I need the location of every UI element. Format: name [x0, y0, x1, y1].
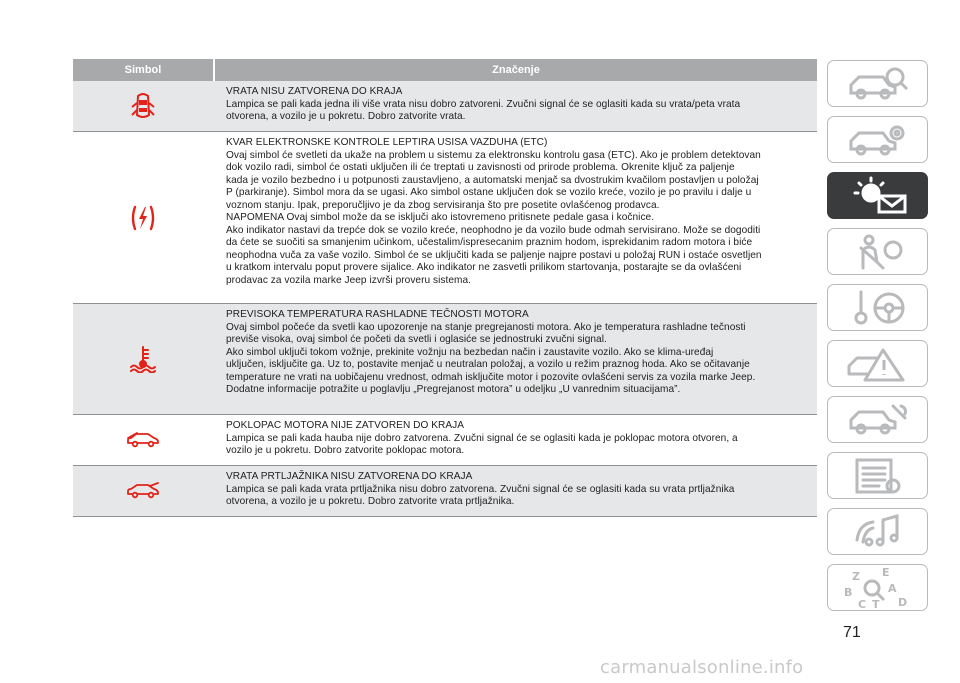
electronic-throttle-control-icon [130, 204, 156, 232]
row-title: PREVISOKA TEMPERATURA RASHLADNE TEČNOSTI MOTORA [226, 309, 529, 320]
row-text: Lampica se pali kada hauba nije dobro zatvorena. Zvučni signal će se oglasiti kada je poklopac motora otvoren, a [226, 432, 738, 444]
tab-car-service[interactable] [827, 396, 928, 443]
tab-road-warning[interactable] [827, 340, 928, 387]
meaning-cell [213, 81, 817, 131]
tab-specifications[interactable] [827, 452, 928, 499]
seatbelt-airbag-icon [843, 232, 913, 272]
symbol-cell [73, 466, 213, 516]
row-title: POKLOPAC MOTORA NIJE ZATVOREN DO KRAJA [226, 420, 465, 431]
row-text: P (parkiranje). Simbol mora da se ugasi. Ako simbol ostane uključen dok se vozilo kreće, vozilo je po pravilu i dalje u [226, 187, 752, 198]
row-text: da ćete se suočiti sa smanjenim učinkom, učestalim/ispresecanim praznim hodom, isprekidanim radom motora i biće [226, 237, 753, 248]
multimedia-icon [843, 512, 913, 552]
row-text: temperature ne vrati na uobičajenu vrednost, odmah isključite motor i pozovite ovlašćeni servis za vozila marke Jeep. [226, 371, 756, 383]
road-warning-icon [843, 344, 913, 384]
index-letter: B [843, 585, 852, 599]
row-text: prodavac za vozila marke Jeep izvrši proveru sistema. [226, 274, 471, 286]
index-letter: A [887, 581, 897, 595]
warning-lights-table [73, 59, 817, 517]
index-letter: E [881, 565, 890, 579]
warning-light-message-icon [843, 176, 913, 216]
car-settings-icon [843, 121, 913, 159]
tab-car-search[interactable] [827, 60, 928, 107]
row-text: uključen, isključite ga. Uz to, postavite menjač u neutralan položaj, a vozilo u režim praznog hoda. Ako se očitavanje [226, 359, 750, 370]
table-row [73, 81, 817, 132]
table-row [73, 304, 817, 415]
table-row [73, 466, 817, 517]
table-row [73, 132, 817, 304]
trunk-open-icon [126, 482, 160, 500]
chapter-tabs [827, 60, 928, 620]
alphabetical-index-icon [838, 566, 918, 610]
row-title: VRATA NISU ZATVORENA DO KRAJA [226, 86, 403, 97]
row-text: Ako indikator nastavi da trepće dok se vozilo kreće, neophodno je da vozilo bude odmah servisirano. Može se dogoditi [226, 224, 761, 236]
watermark: carmanualsonline.info [600, 657, 804, 678]
car-service-icon [843, 400, 913, 440]
header-meaning: Značenje [213, 59, 817, 81]
row-text: Ako simbol uključi tokom vožnje, prekinite vožnju na bezbedan način i zaustavite vozilo. Ako se klima-uređaj [226, 346, 714, 358]
row-text: Lampica se pali kada jedna ili više vrata nisu dobro zatvoreni. Zvučni signal će se oglasiti kada su vrata/peta vrata [226, 98, 741, 110]
specifications-list-icon [843, 456, 913, 496]
tab-key-steering[interactable] [827, 284, 928, 331]
meaning-cell [213, 132, 817, 303]
tab-multimedia[interactable] [827, 508, 928, 555]
car-search-icon [843, 65, 913, 103]
table-header [73, 59, 817, 81]
index-letter: C [857, 597, 866, 610]
meaning-cell [213, 304, 817, 414]
row-text: previše visoka, ovaj simbol će početi da svetli i oglasiće se jednostruki zvučni signal. [226, 334, 607, 345]
tab-seatbelt-airbag[interactable] [827, 228, 928, 275]
row-title: VRATA PRTLJAŽNIKA NISU ZATVORENA DO KRAJA [226, 471, 473, 482]
page-number: 71 [843, 624, 861, 641]
hood-open-icon [126, 431, 160, 449]
door-open-warning-icon [130, 91, 156, 121]
symbol-cell [73, 81, 213, 131]
meaning-cell [213, 415, 817, 465]
symbol-cell [73, 415, 213, 465]
row-text: Dodatne informacije potražite u poglavlju „Pregrejanost motora” u odeljku „U vanrednim situacijama”. [226, 384, 681, 395]
symbol-cell [73, 132, 213, 303]
row-text: Lampica se pali kada vrata prtljažnika nisu dobro zatvorena. Zvučni signal će se oglasiti kada su vrata prtljažnika [226, 483, 735, 495]
row-text: NAPOMENA Ovaj simbol može da se isključi ako istovremeno pritisnete pedale gasa i kočnice. [226, 212, 655, 223]
key-steering-wheel-icon [843, 288, 913, 328]
row-text: vozilo je u pokretu. Dobro zatvorite poklopac motora. [226, 445, 465, 456]
row-text: otvorena, a vozilo je u pokretu. Dobro zatvorite vrata prtljažnika. [226, 496, 515, 507]
row-text: voznom stanju. Ipak, preporučljivo je da zbog servisiranja što pre posetite ovlašćenog prodavca. [226, 199, 660, 211]
row-text: otvorena, a vozilo je u pokretu. Dobro zatvorite vrata. [226, 111, 466, 122]
row-text: u kratkom intervalu poput provere sijalice. Ako indikator ne zasvetli prilikom startovanja, postarajte se da ovlašćeni [226, 262, 742, 273]
row-title: KVAR ELEKTRONSKE KONTROLE LEPTIRA USISA VAZDUHA (ETC) [226, 137, 548, 148]
header-symbol: Simbol [124, 64, 162, 76]
table-row [73, 415, 817, 466]
row-text: kada je vozilo bezbedno i u potpunosti zaustavljeno, a automatski menjač sa dvostrukim kvačilom postavljen u položaj [226, 174, 759, 186]
coolant-temperature-icon [129, 345, 157, 373]
meaning-cell [213, 466, 817, 516]
tab-warning-lights[interactable] [827, 172, 928, 219]
index-letter: D [897, 595, 907, 609]
symbol-cell [73, 304, 213, 414]
index-letter: T [871, 597, 880, 610]
tab-car-settings[interactable] [827, 116, 928, 163]
row-text: dok vozilo radi, simbol će ostati uključen ili će treptati u zavisnosti od prirode problema. Okrenite ključ za paljenje [226, 162, 735, 173]
row-text: Ovaj simbol počeće da svetli kao upozorenje na stanje pregrejanosti motora. Ako je temperatura rashladne tečnosti [226, 321, 746, 333]
row-text: neophodna vuča za vaše vozilo. Simbol će se uključiti kada se paljenje najpre postavi u položaj RUN i ostaće osvetljen [226, 249, 762, 261]
index-letter: Z [851, 569, 860, 583]
row-text: Ovaj simbol će svetleti da ukaže na problem u sistemu za elektronsku kontrolu gasa (ETC). Ako je problem detektovan [226, 149, 761, 161]
tab-alphabetical-index[interactable] [827, 564, 928, 611]
